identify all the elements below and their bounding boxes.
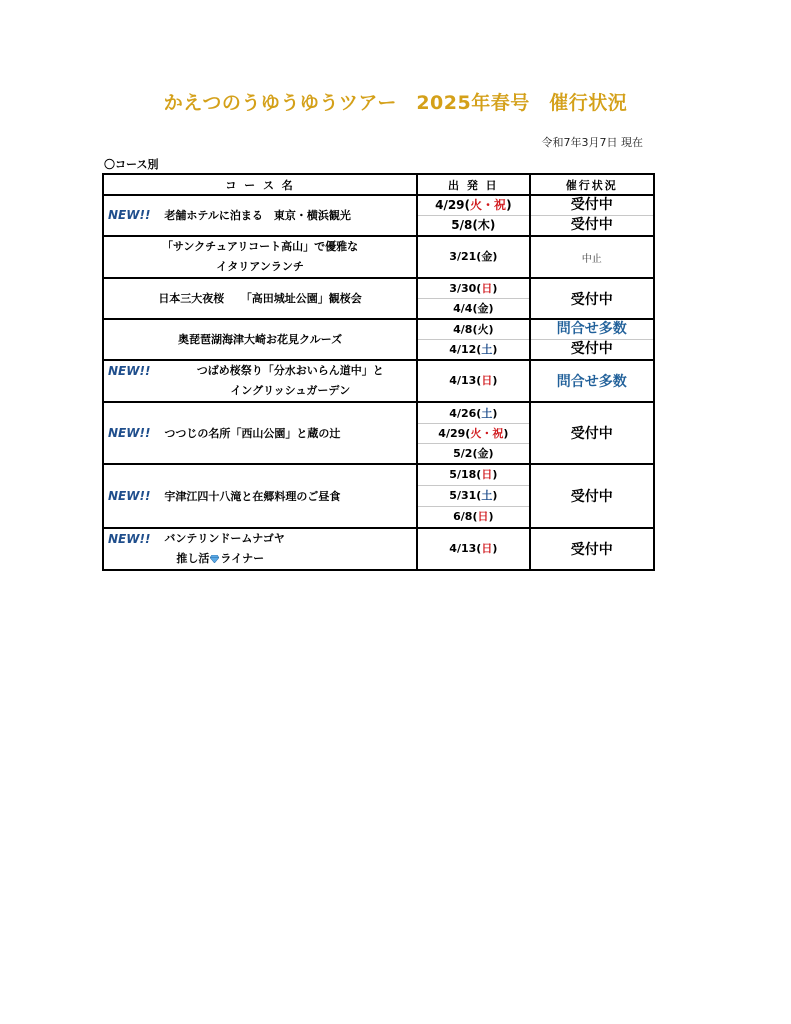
table-header-row [103, 174, 654, 195]
departure-date: 4/26(土) [418, 404, 528, 424]
departure-dates-cell [417, 464, 529, 528]
course-name [104, 486, 416, 507]
departure-date: 3/21(金) [449, 250, 498, 263]
course-name-cell [103, 195, 417, 236]
table-row [103, 236, 654, 278]
new-badge: NEW!! [108, 488, 151, 503]
departure-date: 4/13(日) [449, 374, 498, 387]
departure-dates-cell [417, 236, 529, 278]
course-title-line: イタリアンランチ [216, 260, 304, 273]
gem-icon [210, 555, 219, 563]
status-cell [530, 402, 654, 464]
header-status: 催行状況 [530, 174, 654, 195]
course-title-part: ライナー [220, 552, 265, 565]
course-title-line: バンテリンドームナゴヤ [164, 532, 285, 545]
status-value: 問合せ多数 [556, 374, 627, 390]
course-name-cell [103, 402, 417, 464]
table-row [103, 195, 654, 236]
course-title-line: イングリッシュガーデン [230, 384, 351, 397]
departure-dates-cell [417, 528, 529, 570]
departure-date: 4/8(火) [418, 320, 528, 340]
departure-date: 4/29(火・祝) [418, 196, 528, 216]
course-title-line: 「サンクチュアリコート高山」で優雅な [161, 240, 359, 253]
status-cell [530, 195, 654, 236]
table-row [103, 360, 654, 402]
course-name [104, 205, 416, 226]
departure-dates-cell [417, 195, 529, 236]
course-name-cell [103, 278, 417, 319]
course-name [104, 288, 416, 309]
course-title: 奥琵琶湖海津大崎お花見クルーズ [178, 333, 343, 346]
new-badge: NEW!! [108, 425, 151, 440]
departure-date: 4/29(火・祝) [418, 424, 528, 444]
status-value: 受付中 [570, 426, 613, 442]
course-title [164, 361, 416, 401]
course-title: 宇津江四十八滝と在郷料理のご昼食 [164, 489, 341, 503]
departure-dates-cell [417, 278, 529, 319]
page-title: かえつのうゆうゆうツアー 2025年春号 催行状況 [163, 92, 628, 114]
departure-date: 4/12(土) [449, 343, 498, 356]
status-value: 受付中 [570, 341, 613, 357]
status-value: 受付中 [570, 489, 613, 505]
status-value: 受付中 [570, 291, 613, 308]
table-row [103, 464, 654, 528]
course-title [104, 237, 416, 277]
status-cell [530, 278, 654, 319]
course-name-cell [103, 319, 417, 360]
course-name-cell [103, 528, 417, 570]
course-name-cell [103, 360, 417, 402]
course-title: 老舗ホテルに泊まる 東京・横浜観光 [164, 209, 351, 222]
course-name [104, 361, 416, 401]
departure-dates-cell [417, 402, 529, 464]
departure-date: 5/31(土) [418, 486, 528, 507]
header-course: コ ー ス 名 [103, 174, 417, 195]
status-cell [530, 464, 654, 528]
course-title-line [164, 549, 416, 569]
course-title-line: つばめ桜祭り「分水おいらん道中」と [196, 364, 384, 377]
table-row [103, 528, 654, 570]
course-title-part: 推し活 [176, 552, 210, 565]
course-status-table [102, 173, 655, 571]
status-cell [530, 360, 654, 402]
section-label: 〇コース別 [104, 158, 159, 171]
table-row [103, 402, 654, 464]
status-value: 受付中 [570, 542, 613, 558]
course-name-cell [103, 464, 417, 528]
course-name [104, 329, 416, 350]
departure-date: 4/4(金) [453, 302, 494, 315]
status-cell [530, 528, 654, 570]
new-badge: NEW!! [108, 532, 151, 546]
departure-date: 5/2(金) [453, 446, 494, 460]
course-title [164, 529, 416, 569]
departure-date: 5/18(日) [418, 465, 528, 486]
table-row [103, 319, 654, 360]
status-value: 受付中 [531, 196, 653, 216]
status-cell [530, 236, 654, 278]
table-row [103, 278, 654, 319]
course-title: 日本三大夜桜 「高田城址公園」観桜会 [158, 292, 362, 305]
status-value: 問合せ多数 [531, 320, 653, 340]
as-of-date: 令和7年3月7日 現在 [541, 136, 643, 149]
new-badge: NEW!! [108, 364, 151, 378]
departure-date: 3/30(日) [418, 279, 528, 299]
status-cell [530, 319, 654, 360]
course-name [104, 529, 416, 569]
status-value: 中止 [581, 253, 602, 265]
course-name-cell [103, 236, 417, 278]
departure-date: 4/13(日) [449, 542, 498, 555]
course-name [104, 423, 416, 444]
status-value: 受付中 [570, 217, 613, 233]
new-badge: NEW!! [108, 208, 151, 222]
departure-date: 5/8(木) [451, 218, 496, 232]
course-title: つつじの名所「西山公園」と蔵の辻 [164, 426, 341, 440]
course-name [104, 237, 416, 277]
departure-dates-cell [417, 319, 529, 360]
header-departure: 出 発 日 [417, 174, 529, 195]
departure-dates-cell [417, 360, 529, 402]
departure-date: 6/8(日) [453, 510, 494, 523]
